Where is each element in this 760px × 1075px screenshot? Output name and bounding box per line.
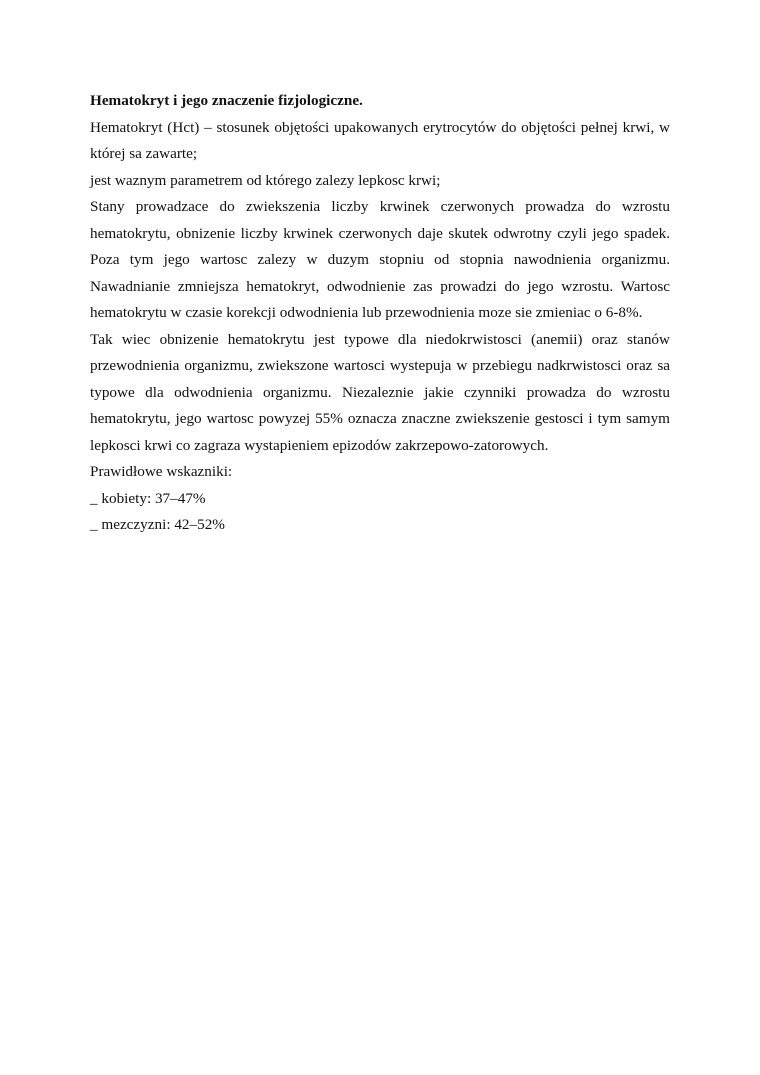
text-line-definition-1: Hematokryt (Hct) – stosunek objętości upakowanych erytrocytów do objętości pełnej krwi, w	[90, 118, 670, 136]
paragraph-line-2: hematokrytu, obnizenie liczby krwinek czerwonych daje skutek odwrotny czyli jego spadek.	[90, 224, 670, 242]
text-line-viscosity: jest waznym parametrem od którego zalezy lepkosc krwi;	[90, 171, 441, 189]
normal-value-men: _ mezczyzni: 42–52%	[90, 516, 225, 533]
paragraph-line-3: Poza tym jego wartosc zalezy w duzym stopniu od stopnia nawodnienia organizmu.	[90, 251, 670, 268]
paragraph2-line-1: Tak wiec obnizenie hematokrytu jest typowe dla niedokrwistosci (anemii) oraz stanów	[90, 330, 670, 348]
text-line-definition-2: której sa zawarte;	[90, 145, 198, 162]
paragraph2-line-5: lepkosci krwi co zagraza wystapieniem epizodów zakrzepowo-zatorowych.	[90, 436, 549, 454]
paragraph-line-1: Stany prowadzace do zwiekszenia liczby krwinek czerwonych prowadza do wzrostu	[90, 198, 670, 215]
paragraph-line-4: Nawadnianie zmniejsza hematokryt, odwodnienie zas prowadzi do jego wzrostu. Wartosc	[90, 277, 670, 295]
paragraph2-line-3: typowe dla odwodnienia organizmu. Niezaleznie jakie czynniki prowadza do wzrostu	[90, 383, 670, 401]
document-body	[90, 88, 670, 539]
paragraph2-line-2: przewodnienia organizmu, zwiekszone wartosci wystepuja w przebiegu nadkrwistosci oraz sa	[90, 357, 670, 374]
paragraph2-line-4: hematokrytu, jego wartosc powyzej 55% oznacza znaczne zwiekszenie gestosci i tym samym	[90, 410, 670, 427]
document-title: Hematokryt i jego znaczenie fizjologiczne.	[90, 92, 363, 109]
normal-value-women: _ kobiety: 37–47%	[90, 489, 206, 507]
paragraph-line-5: hematokrytu w czasie korekcji odwodnienia lub przewodnienia moze sie zmieniac o 6-8%.	[90, 304, 643, 321]
normal-values-heading: Prawidłowe wskazniki:	[90, 463, 233, 480]
